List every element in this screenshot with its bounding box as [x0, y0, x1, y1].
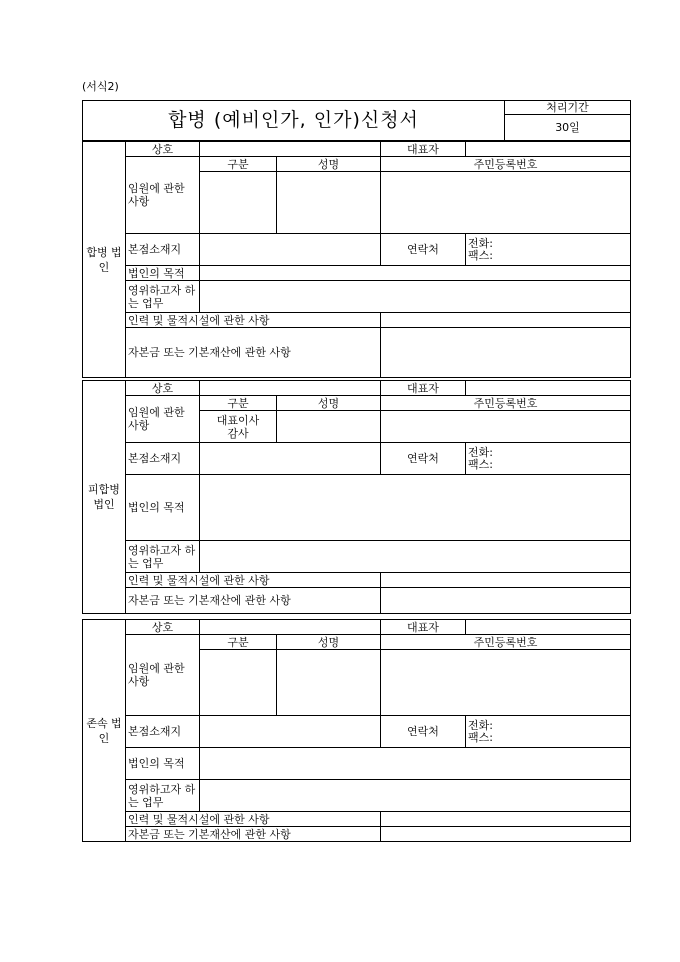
officer-name-field[interactable]: [277, 172, 381, 234]
head-office-field[interactable]: [200, 716, 381, 748]
officer-resident-no-field[interactable]: [381, 650, 631, 716]
capital-label: 자본금 또는 기본재산에 관한 사항: [126, 588, 381, 614]
section-label: 피합병 법인: [83, 381, 126, 614]
officer-name-field[interactable]: [277, 411, 381, 443]
name-header: 성명: [277, 157, 381, 172]
representative-label: 대표자: [381, 142, 466, 157]
capital-field[interactable]: [381, 588, 631, 614]
phone-label: 전화:: [468, 718, 493, 732]
staff-facilities-field[interactable]: [381, 313, 631, 328]
head-office-label: 본점소재지: [126, 234, 200, 266]
trade-name-field[interactable]: [200, 381, 381, 396]
representative-field[interactable]: [466, 620, 631, 635]
purpose-label: 법인의 목적: [126, 475, 200, 541]
business-field[interactable]: [200, 281, 631, 313]
form-code: (서식2): [82, 80, 119, 93]
purpose-field[interactable]: [200, 266, 631, 281]
staff-facilities-label: 인력 및 물적시설에 관한 사항: [126, 573, 381, 588]
officer-category-field[interactable]: [200, 172, 277, 234]
fax-label: 팩스:: [468, 457, 493, 471]
business-field[interactable]: [200, 541, 631, 573]
capital-label: 자본금 또는 기본재산에 관한 사항: [126, 827, 381, 842]
staff-facilities-field[interactable]: [381, 812, 631, 827]
role-auditor: 감사: [227, 426, 249, 440]
category-header: 구분: [200, 157, 277, 172]
business-field[interactable]: [200, 780, 631, 812]
fax-label: 팩스:: [468, 730, 493, 744]
trade-name-field[interactable]: [200, 142, 381, 157]
contact-label: 연락처: [381, 443, 466, 475]
contact-label: 연락처: [381, 716, 466, 748]
staff-facilities-label: 인력 및 물적시설에 관한 사항: [126, 812, 381, 827]
officers-label: 임원에 관한 사항: [126, 396, 200, 443]
trade-name-label: 상호: [126, 620, 200, 635]
representative-field[interactable]: [466, 381, 631, 396]
resident-no-header: 주민등록번호: [381, 157, 631, 172]
head-office-label: 본점소재지: [126, 716, 200, 748]
section-merging-corp: [82, 141, 631, 378]
section-label: 합병 법인: [83, 142, 126, 378]
representative-label: 대표자: [381, 381, 466, 396]
officer-category-field[interactable]: [200, 650, 277, 716]
processing-value: 30일: [505, 115, 631, 141]
business-label: 영위하고자 하는 업무: [126, 281, 200, 313]
trade-name-field[interactable]: [200, 620, 381, 635]
contact-field[interactable]: [466, 716, 631, 748]
section-merged-corp: [82, 380, 631, 614]
head-office-field[interactable]: [200, 443, 381, 475]
officer-roles: [200, 411, 277, 443]
head-office-field[interactable]: [200, 234, 381, 266]
purpose-label: 법인의 목적: [126, 748, 200, 780]
capital-label: 자본금 또는 기본재산에 관한 사항: [126, 328, 381, 378]
section-label: 존속 법인: [83, 620, 126, 842]
officers-label: 임원에 관한 사항: [126, 635, 200, 716]
resident-no-header: 주민등록번호: [381, 396, 631, 411]
capital-field[interactable]: [381, 328, 631, 378]
contact-field[interactable]: [466, 443, 631, 475]
purpose-field[interactable]: [200, 748, 631, 780]
officer-resident-no-field[interactable]: [381, 172, 631, 234]
phone-label: 전화:: [468, 445, 493, 459]
category-header: 구분: [200, 635, 277, 650]
officer-name-field[interactable]: [277, 650, 381, 716]
business-label: 영위하고자 하는 업무: [126, 541, 200, 573]
contact-field[interactable]: [466, 234, 631, 266]
name-header: 성명: [277, 396, 381, 411]
resident-no-header: 주민등록번호: [381, 635, 631, 650]
capital-field[interactable]: [381, 827, 631, 842]
officers-label: 임원에 관한 사항: [126, 157, 200, 234]
business-label: 영위하고자 하는 업무: [126, 780, 200, 812]
head-office-label: 본점소재지: [126, 443, 200, 475]
trade-name-label: 상호: [126, 381, 200, 396]
representative-label: 대표자: [381, 620, 466, 635]
processing-label: 처리기간: [505, 101, 631, 115]
category-header: 구분: [200, 396, 277, 411]
staff-facilities-field[interactable]: [381, 573, 631, 588]
representative-field[interactable]: [466, 142, 631, 157]
fax-label: 팩스:: [468, 248, 493, 262]
name-header: 성명: [277, 635, 381, 650]
phone-label: 전화:: [468, 236, 493, 250]
purpose-field[interactable]: [200, 475, 631, 541]
form-title: 합병 (예비인가, 인가)신청서: [83, 101, 505, 141]
role-ceo: 대표이사: [216, 413, 260, 427]
section-surviving-corp: [82, 619, 631, 842]
contact-label: 연락처: [381, 234, 466, 266]
title-block: [82, 100, 631, 141]
purpose-label: 법인의 목적: [126, 266, 200, 281]
officer-resident-no-field[interactable]: [381, 411, 631, 443]
trade-name-label: 상호: [126, 142, 200, 157]
staff-facilities-label: 인력 및 물적시설에 관한 사항: [126, 313, 381, 328]
